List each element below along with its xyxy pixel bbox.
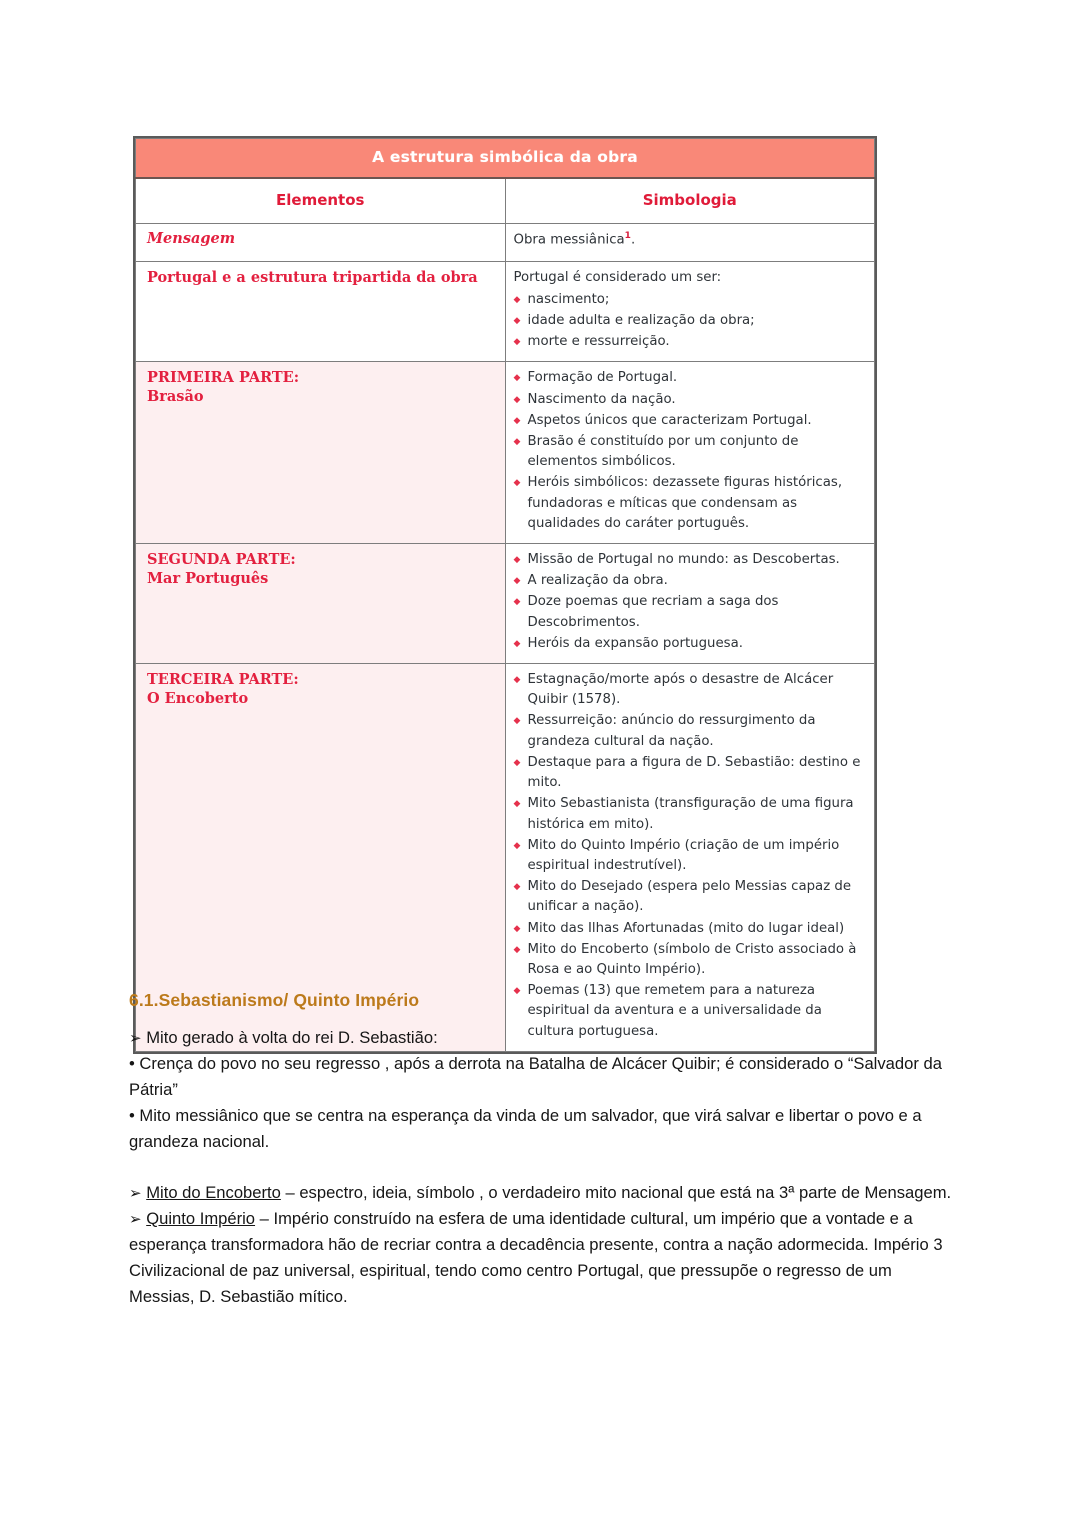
row-content-segunda-parte [505, 544, 875, 664]
list-item: ◆ Mito do Quinto Império (criação de um império espiritual indestrutível). [514, 836, 865, 876]
table-title-cell [136, 139, 875, 179]
row-label-primeira-parte [136, 362, 506, 544]
table-row [136, 224, 875, 262]
list-item: ◆ Destaque para a figura de D. Sebastião: destino e mito. [514, 753, 865, 793]
row-label-portugal-estrutura: Portugal e a estrutura tripartida da obra [136, 261, 506, 362]
paragraph-text: – espectro, ideia, símbolo , o verdadeiro mito nacional que está na 3ª parte de Mensagem. [280, 1183, 952, 1203]
section-heading: 6.1.Sebastianismo/ Quinto Império [129, 990, 420, 1010]
list-item: ◆ A realização da obra. [514, 571, 865, 591]
arrow-bullet-icon: ➢ [129, 1210, 142, 1229]
bullet-list [514, 670, 865, 1042]
column-header-elementos: Elementos [136, 178, 506, 224]
list-item: ◆ Mito das Ilhas Afortunadas (mito do lugar ideal) [514, 919, 865, 939]
table-row [136, 261, 875, 362]
table-title: A estrutura simbólica da obra [372, 148, 638, 166]
list-item: ◆ Mito Sebastianista (transfiguração de uma figura histórica em mito). [514, 794, 865, 834]
row-label-mensagem: Mensagem [136, 224, 506, 262]
table-row [136, 362, 875, 544]
row-content-mensagem [505, 224, 875, 262]
list-item: ◆ Doze poemas que recriam a saga dos Descobrimentos. [514, 592, 865, 632]
row-label-segunda-parte [136, 544, 506, 664]
row-label-line1: SEGUNDA PARTE: [147, 551, 296, 569]
arrow-bullet-icon: ➢ [129, 1029, 142, 1047]
content-lead: Obra messiânica$^1$. [513, 231, 636, 248]
list-item: ◆ Mito do Encoberto (símbolo de Cristo associado à Rosa e ao Quinto Império). [514, 940, 865, 980]
footnote-marker: 1 [624, 231, 631, 241]
list-item: ◆ Poemas (13) que remetem para a natureza espiritual da aventura e a universalidade da cultura portuguesa. [514, 981, 865, 1042]
paragraph-text: – Império construído na esfera de uma identidade cultural, um império que a vontade e a esperança transformadora hão de recriar contra a decadência presente, contra a nação adormecida. Império 3 Civilizacional de paz universal, espiritual, tendo como centro Portugal, que pressupõe o regresso de um Messias, D. Sebastião mítico. [129, 1209, 943, 1306]
row-label-line1: PRIMEIRA PARTE: [147, 369, 300, 387]
list-item: ◆ Missão de Portugal no mundo: as Descobertas. [514, 550, 865, 570]
bullet-list [514, 368, 865, 534]
list-item: ◆ Estagnação/morte após o desastre de Alcácer Quibir (1578). [514, 670, 865, 710]
sebastianismo-section [129, 990, 959, 1310]
list-item: ◆ nascimento; [514, 290, 865, 310]
column-header-simbologia: Simbologia [505, 178, 875, 224]
list-item: ◆ Formação de Portugal. [514, 368, 865, 388]
table-title-row [136, 139, 875, 179]
bullet-list [514, 290, 865, 353]
paragraph-crenca-povo: • Crença do povo no seu regresso , após a derrota na Batalha de Alcácer Quibir; é considerado o “Salvador da Pátria” [129, 1053, 942, 1099]
list-item: ◆ morte e ressurreição. [514, 332, 865, 352]
row-label-line2: O Encoberto [147, 689, 249, 707]
row-label-line2: Brasão [147, 388, 204, 406]
paragraph-mito-gerado [129, 1025, 959, 1051]
paragraph-mito-encoberto [129, 1180, 959, 1206]
arrow-bullet-icon: ➢ [129, 1184, 142, 1203]
list-item: ◆ Mito do Desejado (espera pelo Messias capaz de unificar a nação). [514, 877, 865, 917]
term-quinto-imperio: Quinto Império [146, 1209, 256, 1229]
list-item: ◆ Nascimento da nação. [514, 390, 865, 410]
bullet-list [514, 550, 865, 654]
list-item: ◆ idade adulta e realização da obra; [514, 311, 865, 331]
table-row [136, 544, 875, 664]
row-content-portugal-estrutura [505, 261, 875, 362]
paragraph-quinto-imperio [129, 1206, 959, 1310]
row-content-primeira-parte [505, 362, 875, 544]
paragraph-mito-messianico: • Mito messiânico que se centra na esperança da vinda de um salvador, que virá salvar e libertar o povo e a grandeza nacional. [129, 1105, 922, 1151]
symbolic-structure-table [135, 138, 875, 1052]
list-item: ◆ Heróis simbólicos: dezassete figuras históricas, fundadoras e míticas que condensam as qualidades do caráter português. [514, 473, 865, 534]
term-mito-do-encoberto: Mito do Encoberto [146, 1183, 281, 1203]
list-item: ◆ Ressurreição: anúncio do ressurgimento da grandeza cultural da nação. [514, 711, 865, 751]
list-item: ◆ Brasão é constituído por um conjunto de elementos simbólicos. [514, 432, 865, 472]
row-label-line1: TERCEIRA PARTE: [147, 671, 299, 689]
paragraph-text: Mito gerado à volta do rei D. Sebastião: [146, 1028, 438, 1047]
structure-table [133, 136, 877, 1054]
content-lead: Portugal é considerado um ser: [513, 269, 722, 285]
row-label-line2: Mar Português [147, 569, 269, 587]
table-header-row [136, 178, 875, 224]
list-item: ◆ Heróis da expansão portuguesa. [514, 634, 865, 654]
list-item: ◆ Aspetos únicos que caracterizam Portugal. [514, 411, 865, 431]
